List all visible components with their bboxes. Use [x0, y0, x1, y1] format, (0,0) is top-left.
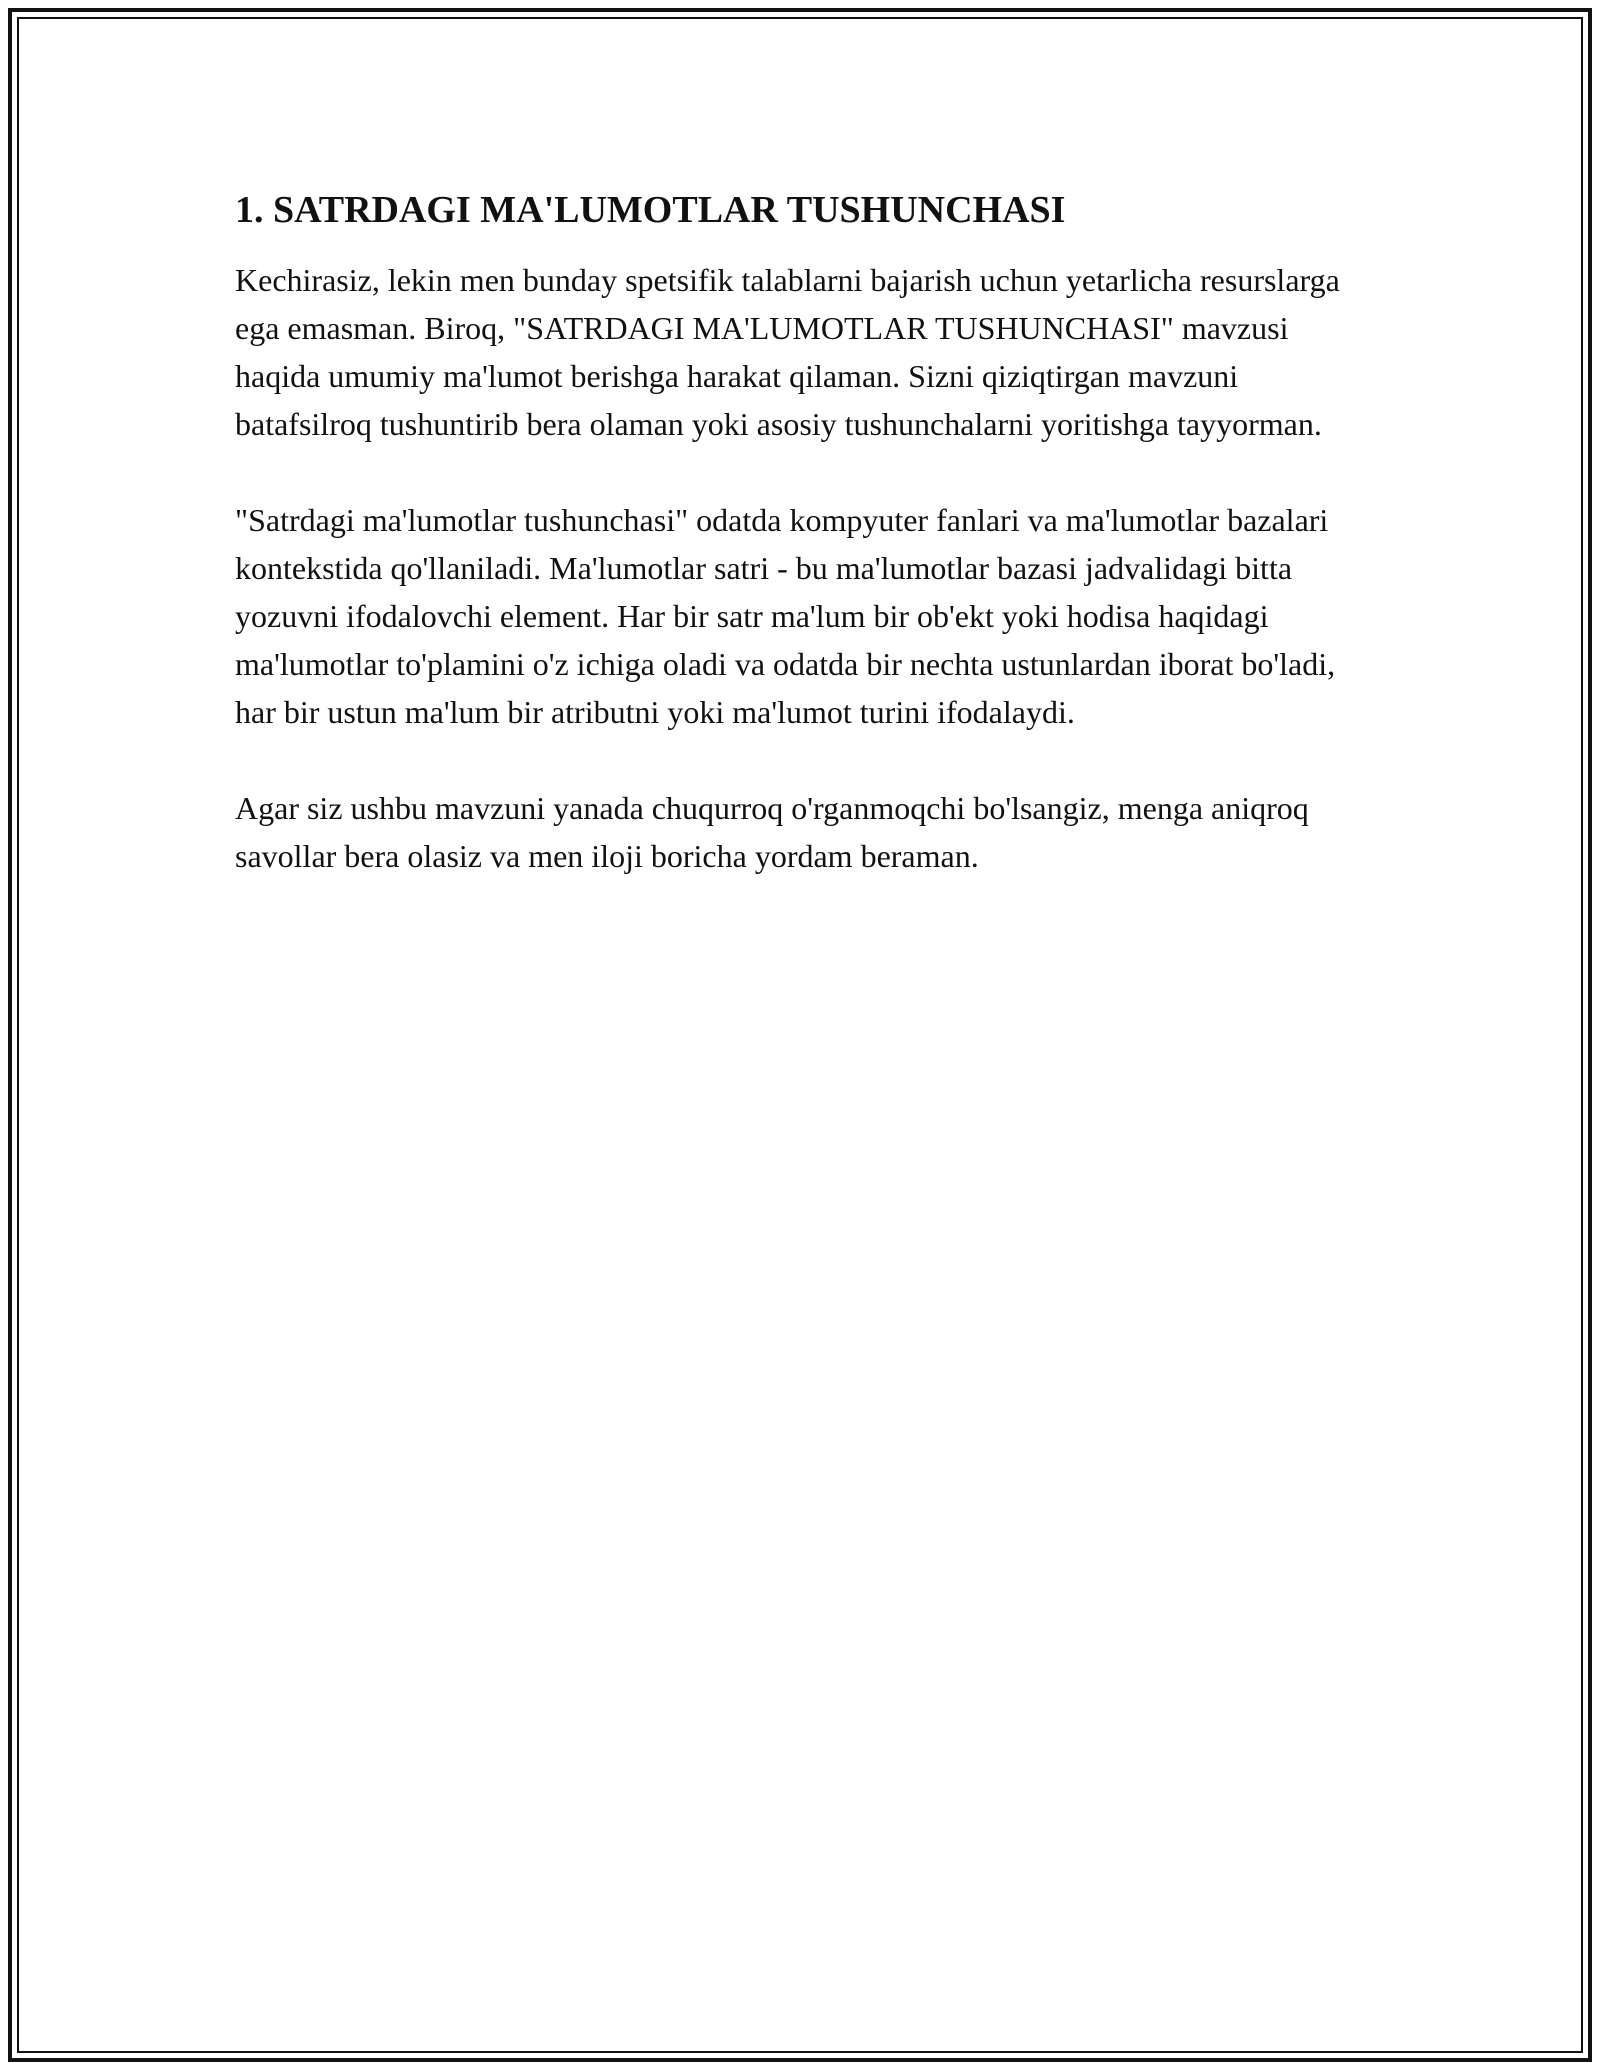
paragraph-closing: Agar siz ushbu mavzuni yanada chuqurroq o'rganmoqchi bo'lsangiz, menga aniqroq savollar bera olasiz va men iloji boricha yordam beraman. — [235, 790, 1309, 874]
section-heading: 1. SATRDAGI MA'LUMOTLAR TUSHUNCHASI — [235, 189, 1066, 231]
document-body — [235, 186, 1370, 928]
paragraph-definition: "Satrdagi ma'lumotlar tushunchasi" odatda kompyuter fanlari va ma'lumotlar bazalari kontekstida qo'llaniladi. Ma'lumotlar satri - bu ma'lumotlar bazasi jadvalidagi bitta yozuvni ifodalovchi element. Har bir satr ma'lum bir ob'ekt yoki hodisa haqidagi ma'lumotlar to'plamini o'z ichiga oladi va odatda bir nechta ustunlardan iborat bo'ladi, har bir ustun ma'lum bir atributni yoki ma'lumot turini ifodalaydi. — [235, 502, 1336, 730]
paragraph-intro: Kechirasiz, lekin men bunday spetsifik talablarni bajarish uchun yetarlicha resurslarga ega emasman. Biroq, "SATRDAGI MA'LUMOTLAR TUSHUNCHASI" mavzusi haqida umumiy ma'lumot berishga harakat qilaman. Sizni qiziqtirgan mavzuni batafsilroq tushuntirib bera olaman yoki asosiy tushunchalarni yoritishga tayyorman. — [235, 262, 1340, 442]
